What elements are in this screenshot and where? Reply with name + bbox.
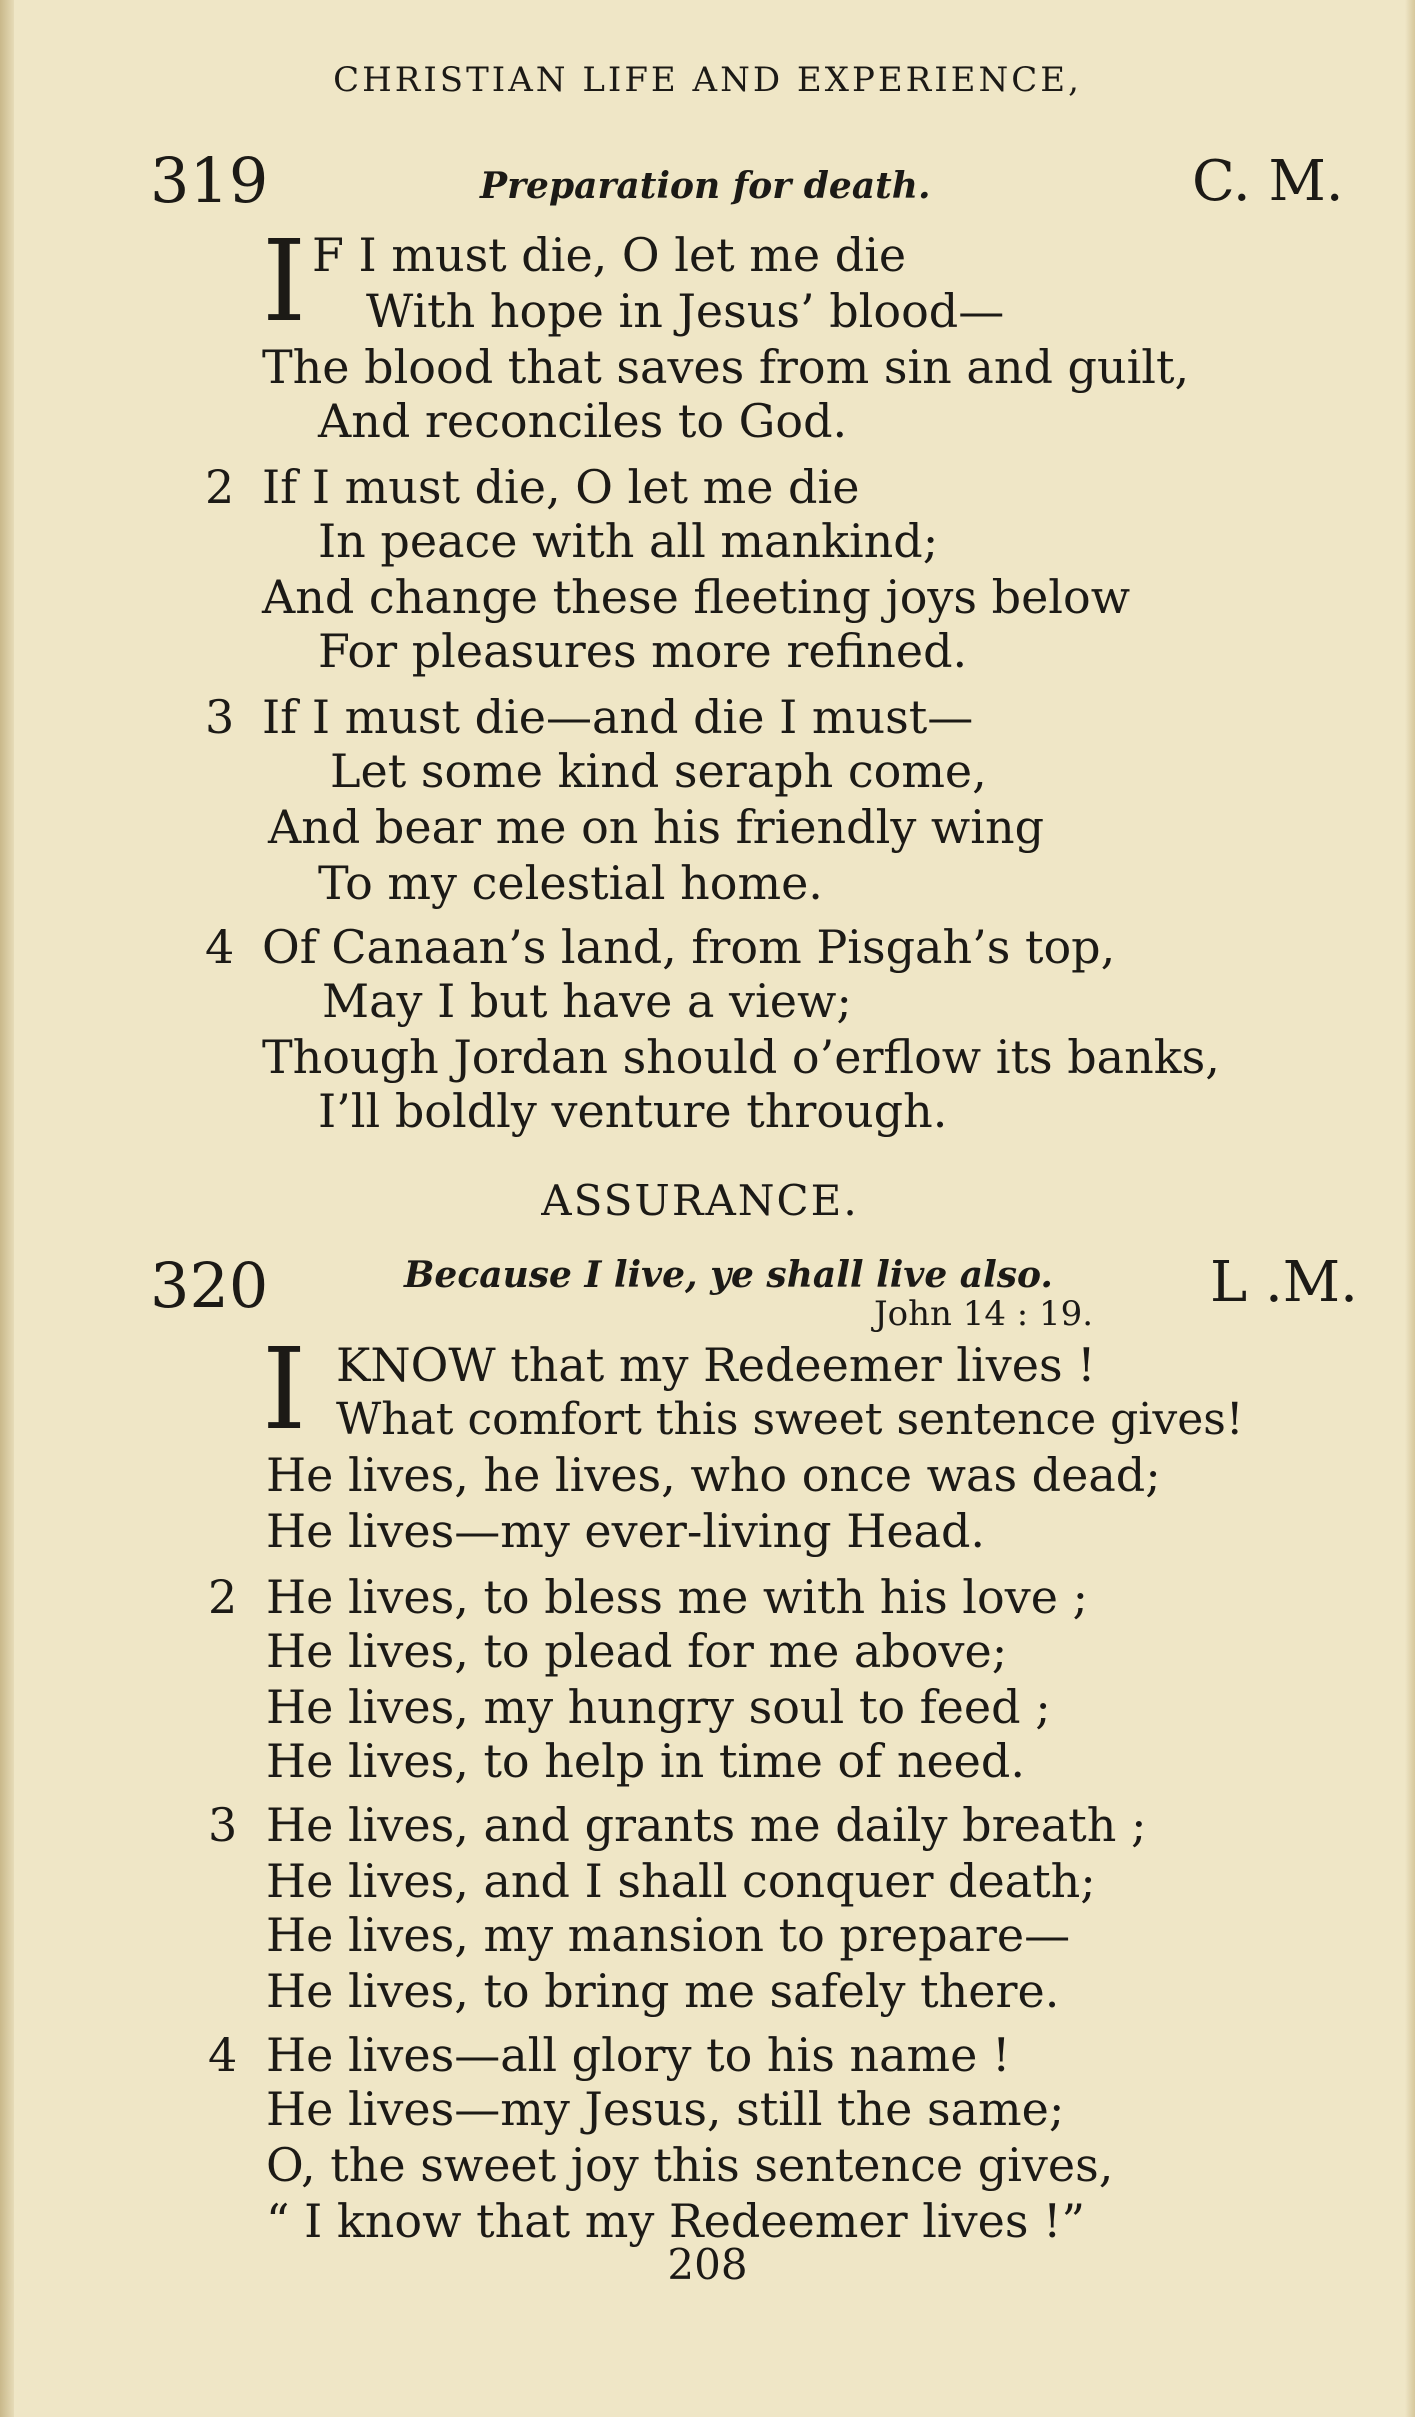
verse-line: KNOW that my Redeemer lives !: [336, 1338, 1096, 1392]
verse-number: 2: [208, 1570, 238, 1624]
page-edge-right: [1405, 0, 1415, 2417]
verse-line: He lives, my mansion to prepare—: [266, 1908, 1071, 1962]
verse-line: He lives, and I shall conquer death;: [266, 1854, 1096, 1908]
hymn-number: 319: [150, 144, 269, 217]
verse-line: He lives—all glory to his name !: [266, 2028, 1011, 2082]
verse-line: If I must die—and die I must—: [262, 690, 974, 744]
verse-line: He lives, to bring me safely there.: [266, 1964, 1060, 2018]
hymn-title: Because I live, ye shall live also.: [404, 1254, 1053, 1296]
verse-number: 4: [208, 2028, 238, 2082]
hymn-number: 320: [150, 1249, 269, 1322]
verse-line: He lives, to bless me with his love ;: [266, 1570, 1089, 1624]
verse-line: He lives, he lives, who once was dead;: [266, 1448, 1161, 1502]
verse-number: 3: [205, 690, 235, 744]
verse-line: O, the sweet joy this sentence gives,: [266, 2138, 1114, 2192]
verse-line: In peace with all mankind;: [318, 514, 939, 568]
section-heading: ASSURANCE.: [541, 1176, 859, 1225]
verse-line: F I must die, O let me die: [312, 228, 907, 282]
running-head: CHRISTIAN LIFE AND EXPERIENCE,: [333, 60, 1082, 100]
verse-line: I’ll boldly venture through.: [318, 1084, 948, 1138]
verse-line: If I must die, O let me die: [262, 460, 860, 514]
verse-line: And reconciles to God.: [318, 394, 848, 448]
verse-line: He lives, to help in time of need.: [266, 1734, 1025, 1788]
verse-line: “ I know that my Redeemer lives !”: [266, 2194, 1086, 2248]
verse-line: To my celestial home.: [318, 856, 823, 910]
verse-line: Though Jordan should o’erflow its banks,: [262, 1030, 1220, 1084]
verse-line: He lives—my ever-living Head.: [266, 1504, 986, 1558]
hymn-meter: C. M.: [1192, 149, 1344, 214]
page-edge-left: [0, 0, 14, 2417]
verse-number: 2: [205, 460, 235, 514]
verse-line: He lives, and grants me daily breath ;: [266, 1798, 1147, 1852]
verse-line: He lives, to plead for me above;: [266, 1624, 1008, 1678]
verse-line: He lives—my Jesus, still the same;: [266, 2082, 1065, 2136]
verse-line: And change these fleeting joys below: [262, 570, 1131, 624]
verse-line: Let some kind seraph come,: [330, 744, 987, 798]
scripture-reference: John 14 : 19.: [874, 1294, 1094, 1334]
verse-line: And bear me on his friendly wing: [268, 800, 1045, 854]
verse-line: Of Canaan’s land, from Pisgah’s top,: [262, 920, 1116, 974]
verse-line: He lives, my hungry soul to feed ;: [266, 1680, 1051, 1734]
verse-line: What comfort this sweet sentence gives!: [336, 1394, 1244, 1445]
drop-cap: I: [262, 1325, 307, 1455]
verse-number: 3: [208, 1798, 238, 1852]
hymn-meter: L .M.: [1210, 1250, 1358, 1315]
verse-line: The blood that saves from sin and guilt,: [262, 340, 1190, 394]
verse-line: May I but have a view;: [322, 974, 852, 1028]
drop-cap: I: [262, 217, 307, 347]
hymn-title: Preparation for death.: [480, 165, 931, 207]
verse-number: 4: [205, 920, 235, 974]
verse-line: For pleasures more refined.: [318, 624, 968, 678]
page-number: 208: [667, 2240, 748, 2289]
verse-line: With hope in Jesus’ blood—: [366, 284, 1005, 338]
